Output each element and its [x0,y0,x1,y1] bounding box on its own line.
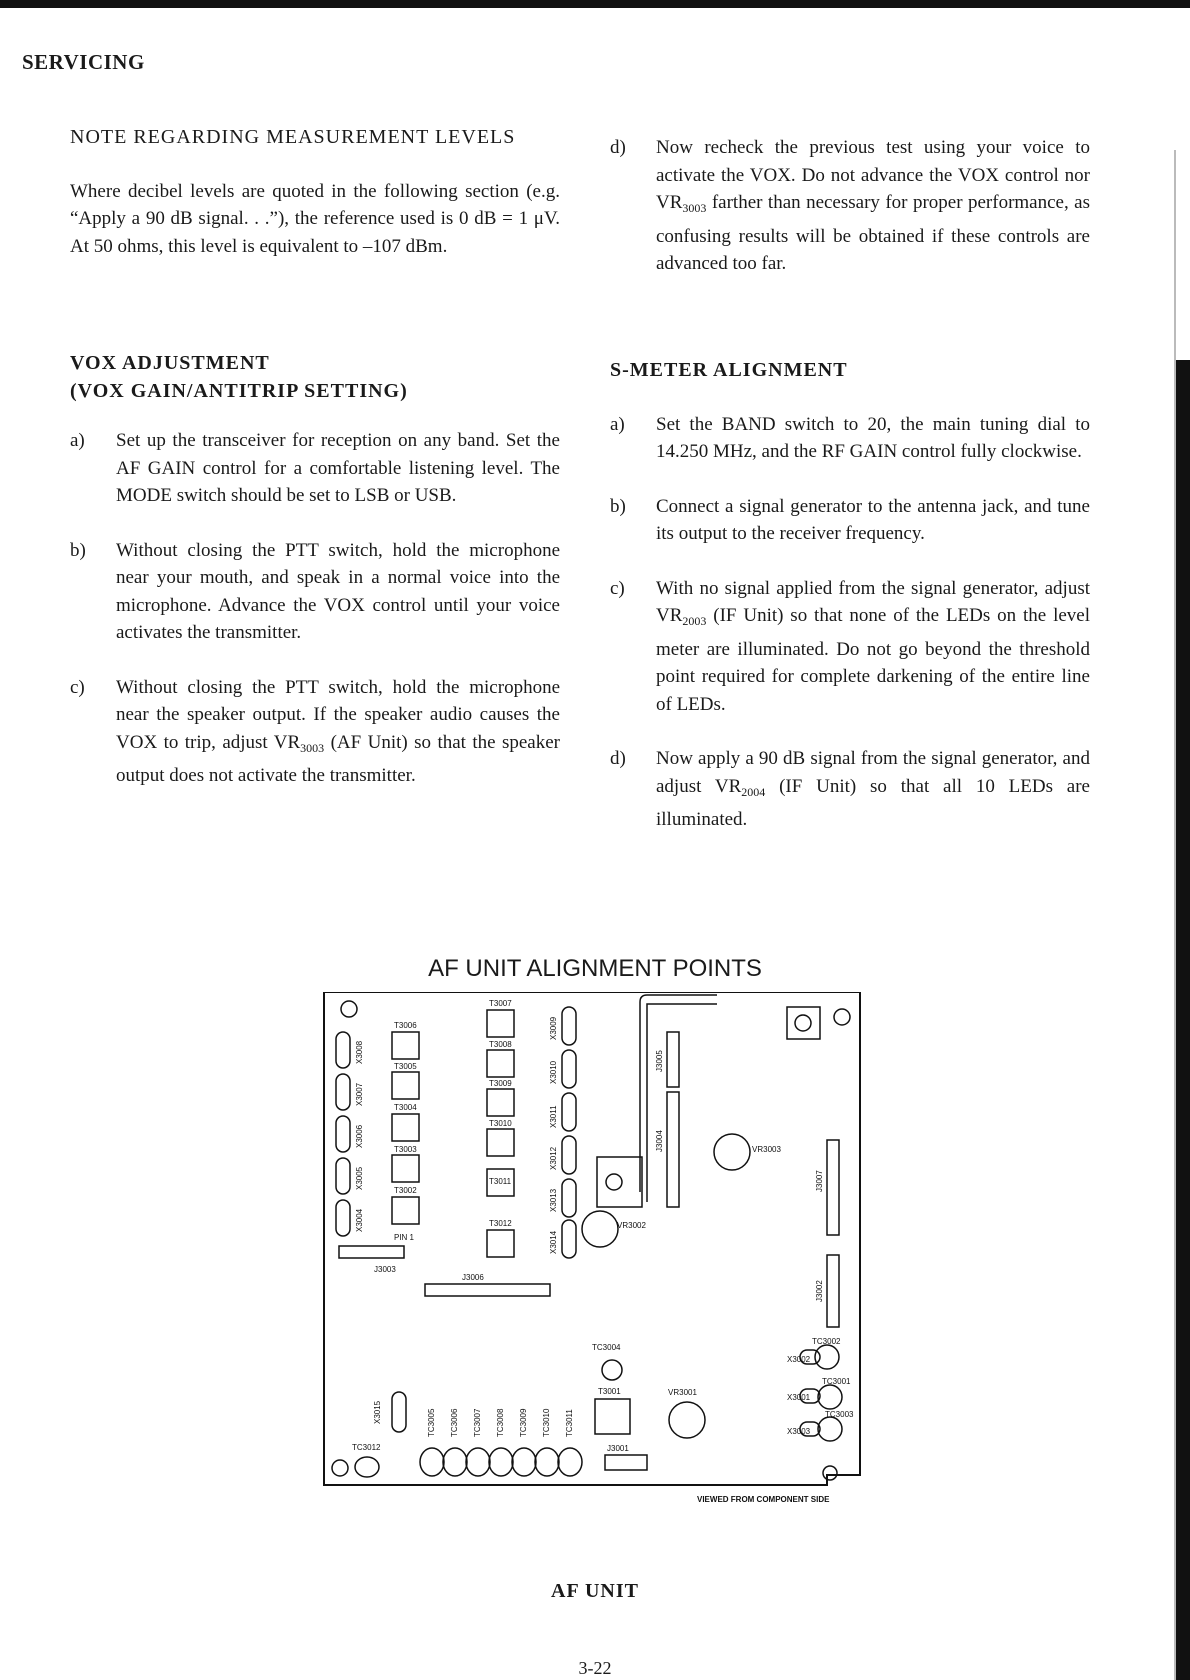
hole-block [787,1007,820,1039]
trimmer-label: TC3005 [427,1408,436,1437]
connector-label: J3003 [374,1265,396,1274]
mount-hole [606,1174,622,1190]
connector-label: J3004 [655,1130,664,1152]
misc-label: TC3012 [352,1443,381,1452]
transformer-label: T3009 [489,1079,512,1088]
smeter-step-d: d) Now apply a 90 dB signal from the signal generator, and adjust $VR_{2004}$ (IF Unit) so that all 10 LEDs are illuminated. [610,748,1090,830]
pot-label: VR3002 [617,1221,646,1230]
bottom-trimmers [420,1448,582,1476]
trimmer-label: TC3006 [450,1408,459,1437]
trimmer-label: TC3011 [565,1409,574,1437]
vox-heading: VOX ADJUSTMENT [70,352,270,374]
connector-j3005 [667,1032,679,1087]
heatsink-tab [597,1157,642,1207]
smeter-block [610,357,1090,834]
pot-vr3003 [714,1134,750,1170]
connector-j3007 [827,1140,839,1235]
transformer-label: T3007 [489,999,512,1008]
crystal-label: X3009 [549,1016,558,1040]
pot-vr3001 [669,1402,705,1438]
connector-label: J3005 [655,1050,664,1072]
mount-hole [834,1009,850,1025]
note-heading: NOTE REGARDING MEASUREMENT LEVELS [70,126,516,148]
misc-label: X3015 [373,1400,382,1424]
transformer-label: T3003 [394,1145,417,1154]
connector-j3001 [605,1455,647,1470]
misc-label: TC3002 [812,1337,841,1346]
misc-label: X3001 [787,1393,811,1402]
vox-step-d: d) Now recheck the previous test using your voice to activate the VOX. Do not advance the VOX control nor $VR_{3003}$ farther than necessary for proper performance, as confusing results will be obtained if these controls are advanced too far. [610,137,1090,274]
crystal-label: X3013 [549,1188,558,1212]
connector-label: J3002 [815,1280,824,1302]
trimmer-label: TC3008 [496,1408,505,1437]
transformer-label: T3002 [394,1186,417,1195]
trimmer-tc3012 [355,1457,379,1477]
crystal-x3015 [392,1392,406,1432]
transformer-label: T3010 [489,1119,512,1128]
trimmer-label: TC3009 [519,1408,528,1437]
trimmer-tc3004 [602,1360,622,1380]
page-number: 3-22 [578,1658,612,1678]
misc-label: X3002 [787,1355,811,1364]
crystal-label: X3004 [355,1208,364,1232]
misc-label: TC3004 [592,1343,621,1352]
mount-hole [795,1015,811,1031]
mid-crystals [562,1007,576,1258]
smeter-step-c: c) With no signal applied from the signal generator, adjust $VR_{2003}$ (IF Unit) so that none of the LEDs on the level meter are illuminated. Do not go beyond the threshold point required for complete darkening of the entire line of LEDs. [610,577,1090,715]
transformer-label: T3008 [489,1040,512,1049]
crystal-label: X3011 [549,1105,558,1128]
crystal-label: X3008 [355,1040,364,1064]
pin-label: PIN 1 [394,1233,415,1242]
misc-label: TC3001 [822,1377,851,1386]
smeter-step-b: b) Connect a signal generator to the antenna jack, and tune its output to the receiver frequency. [610,495,1090,544]
pot-vr3002 [582,1211,618,1247]
misc-label: T3001 [598,1387,621,1396]
crystal-label: X3006 [355,1124,364,1148]
trimmer-label: TC3010 [542,1408,551,1437]
trimmer-label: TC3007 [473,1408,482,1437]
connector-label: J3007 [815,1170,824,1192]
left-transformers [392,1032,419,1224]
connector-j3004 [667,1092,679,1207]
pot-label: VR3001 [668,1388,697,1397]
mount-hole [332,1460,348,1476]
section-label: SERVICING [22,50,145,74]
left-crystals [336,1032,350,1236]
vox-step-a: a) Set up the transceiver for reception on any band. Set the AF GAIN control for a comfortable listening level. The MODE switch should be set to LSB or USB. [70,430,560,506]
smeter-step-a: a) Set the BAND switch to 20, the main tuning dial to 14.250 MHz, and the RF GAIN control fully clockwise. [610,413,1090,462]
af-unit-board-diagram [322,992,862,1532]
smeter-heading: S-METER ALIGNMENT [610,359,848,381]
note-text: Where decibel levels are quoted in the following section (e.g. “Apply a 90 dB signal. . .”), the reference used is 0 dB = 1 μV. At 50 ohms, this level is equivalent to –107 dBm. [70,180,560,257]
transformer-label: T3006 [394,1021,417,1030]
vox-step-b: b) Without closing the PTT switch, hold the microphone near your mouth, and speak in a normal voice into the microphone. Advance the VOX control until your voice activates the transmitter. [70,539,560,643]
crystal-label: X3007 [355,1082,364,1106]
connector-j3002 [827,1255,839,1327]
note-block [70,124,560,260]
connector-j3006 [425,1284,550,1296]
vox-block [70,350,560,790]
pot-label: VR3003 [752,1145,781,1154]
misc-label: X3003 [787,1427,811,1436]
vox-subheading: (VOX GAIN/ANTITRIP SETTING) [70,379,408,402]
figure-title: AF UNIT ALIGNMENT POINTS [428,955,762,982]
transformer-label: T3004 [394,1103,417,1112]
connector-j3003 [339,1246,404,1258]
connector-label: J3001 [607,1444,629,1453]
page-edge [1174,150,1190,1680]
transformer-label: T3011 [489,1177,512,1186]
vox-step-c: c) Without closing the PTT switch, hold the microphone near the speaker output. If the speaker audio causes the VOX to trip, adjust $VR_{3003}$ (AF Unit) so that the speaker output does not activate the transmitter. [70,676,560,786]
view-note: VIEWED FROM COMPONENT SIDE [697,1495,830,1504]
figure-caption: AF UNIT [551,1580,639,1602]
transformer-label: T3005 [394,1062,417,1071]
crystal-label: X3014 [549,1230,558,1254]
mount-hole [823,1466,837,1480]
transformer-t3001 [595,1399,630,1434]
crystal-label: X3012 [549,1146,558,1170]
mount-hole [341,1001,357,1017]
top-border [0,0,1190,8]
crystal-label: X3005 [355,1166,364,1190]
connector-label: J3006 [462,1273,484,1282]
crystal-label: X3010 [549,1060,558,1084]
transformer-label: T3012 [489,1219,512,1228]
misc-label: TC3003 [825,1410,854,1419]
